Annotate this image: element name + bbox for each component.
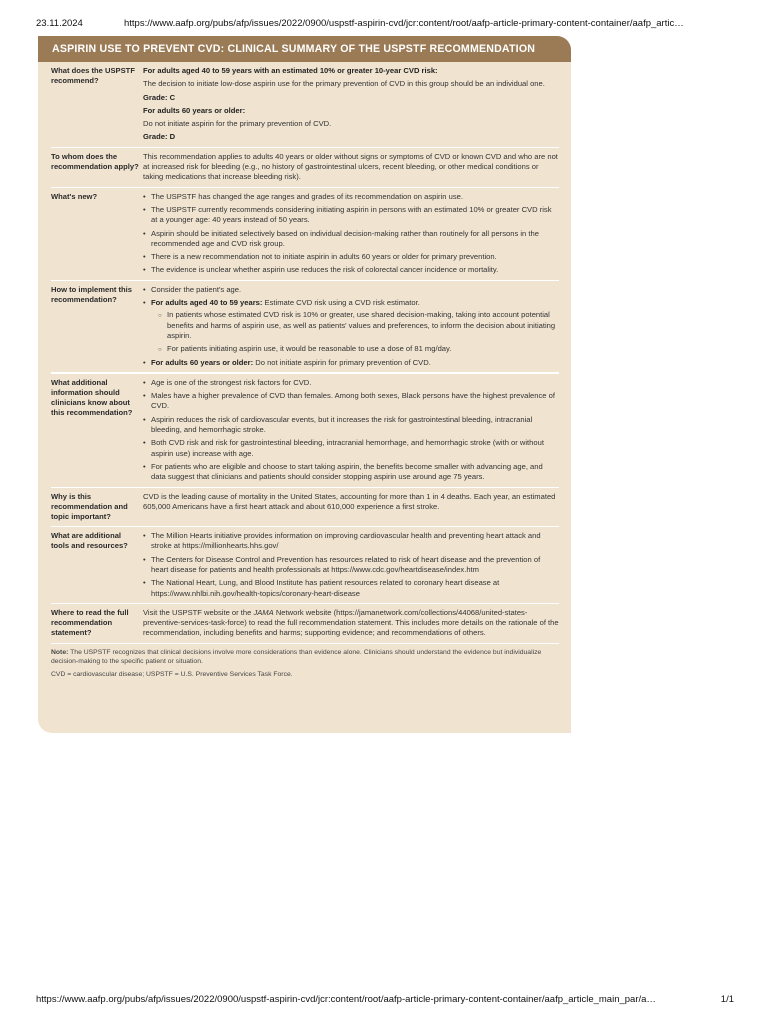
answer-text: The decision to initiate low-dose aspirin use for the primary prevention of CVD in this group should be an individual one.: [143, 79, 545, 89]
list-item: [143, 358, 559, 368]
row-question: Where to read the full recommendation statement?: [51, 607, 129, 638]
answer-text: [143, 608, 559, 639]
sub-list-item: ○ For patients initiating aspirin use, it would be reasonable to use a dose of 81 mg/day.: [151, 344, 559, 354]
row-answer: [143, 152, 559, 183]
list-item: • For patients who are eligible and choose to start taking aspirin, the benefits become smaller with advancing age, and data suggest that clinicians and patients should consider stopping aspirin use around age 75 years.: [143, 462, 559, 483]
row-importance: [51, 488, 559, 528]
sub-list: [151, 310, 559, 354]
row-question: What are additional tools and resources?: [51, 531, 128, 551]
row-answer: [143, 531, 559, 599]
list-item: • Males have a higher prevalence of CVD than females. Among both sexes, Black persons have the highest prevalence of CVD.: [143, 391, 559, 412]
print-date: 23.11.2024: [36, 18, 83, 29]
list-item: • Consider the patient's age.: [143, 285, 559, 295]
list-item-text: Estimate CVD risk using a CVD risk estimator.: [262, 298, 420, 308]
print-footer: [0, 994, 768, 1024]
row-resources: [51, 527, 559, 604]
print-footer-url: https://www.aafp.org/pubs/afp/issues/2022/0900/uspstf-aspirin-cvd/jcr:content/root/aafp-article-primary-content-container/aafp_article_main_par/a…: [36, 994, 656, 1005]
answer-text: This recommendation applies to adults 40 years or older without signs or symptoms of CVD or known CVD and who are not at increased risk for bleeding (e.g., no history of gastrointestinal ulcers, recent bleeding, or other medical conditions or taking medications that increase bleeding risk).: [143, 151, 558, 182]
row-answer: [143, 285, 559, 368]
list-item: • Both CVD risk and risk for gastrointestinal bleeding, intracranial hemorrhage, and hemorrhagic stroke (with or without aspirin use) increase with age.: [143, 438, 559, 459]
list-item: • The evidence is unclear whether aspirin use reduces the risk of colorectal cancer incidence or mortality.: [143, 265, 559, 275]
bullet-list: [143, 531, 559, 599]
list-item: • The USPSTF has changed the age ranges and grades of its recommendation on aspirin use.: [143, 192, 559, 202]
row-question: What additional information should clinicians know about this recommendation?: [51, 377, 133, 418]
row-population: [51, 148, 559, 188]
grade-label: Grade: D: [143, 132, 176, 142]
row-question: What's new?: [51, 191, 98, 201]
row-whats-new: [51, 188, 559, 281]
list-item-text: Do not initiate aspirin for primary prevention of CVD.: [253, 357, 431, 367]
answer-text-part: Visit the USPSTF website or the: [143, 607, 254, 617]
list-item: • There is a new recommendation not to initiate aspirin in adults 60 years or older for primary prevention.: [143, 252, 559, 262]
print-header: [0, 0, 768, 30]
panel-notes: [38, 644, 571, 679]
row-question: What does the USPSTF recommend?: [51, 66, 135, 86]
row-question: To whom does the recommendation apply?: [51, 151, 139, 171]
row-full-statement: [51, 604, 559, 644]
abbreviations: CVD = cardiovascular disease; USPSTF = U.S. Preventive Services Task Force.: [51, 670, 293, 678]
list-item: • The Million Hearts initiative provides information on improving cardiovascular health and preventing heart attack and stroke at https://millionhearts.hhs.gov/: [143, 531, 559, 552]
answer-text: Do not initiate aspirin for the primary prevention of CVD.: [143, 119, 332, 129]
print-url: https://www.aafp.org/pubs/afp/issues/2022/0900/uspstf-aspirin-cvd/jcr:content/root/aafp-article-primary-content-container/aafp_artic…: [124, 18, 684, 29]
row-answer: [143, 66, 559, 143]
answer-text-part: Network website (https://jamanetwork.com/collections/44068/united-states-preventive-services-task-force) to read the full recommendation statement. This includes more details on the rationale of the recommendation, including benefits and harms; supporting evidence; and recommendations of others.: [143, 607, 559, 638]
note: [51, 648, 559, 666]
list-item: • Age is one of the strongest risk factors for CVD.: [143, 378, 559, 388]
list-item: • The USPSTF currently recommends considering initiating aspirin in persons with an estimated 10% or greater CVD risk at a younger age: 40 years instead of 50 years.: [143, 205, 559, 226]
row-answer: [143, 492, 559, 523]
list-item-lead: For adults aged 40 to 59 years:: [151, 298, 263, 308]
bullet-list: [143, 378, 559, 483]
row-question: Why is this recommendation and topic important?: [51, 491, 128, 521]
answer-heading: For adults 60 years or older:: [143, 105, 246, 115]
list-item-lead: For adults 60 years or older:: [151, 357, 254, 367]
row-implementation: [51, 281, 559, 374]
answer-text: CVD is the leading cause of mortality in the United States, accounting for more than 1 in 4 deaths. Each year, an estimated 605,000 Americans have a first heart attack and about 610,000 experience a first stroke.: [143, 491, 556, 511]
list-item: • The National Heart, Lung, and Blood Institute has patient resources related to coronary heart disease at https://www.nhlbi.nih.gov/health-topics/coronary-heart-disease: [143, 578, 559, 599]
note-label: Note:: [51, 648, 69, 656]
journal-name: JAMA: [253, 607, 274, 617]
list-item: [143, 298, 559, 354]
row-recommendation: [51, 62, 559, 148]
sub-list-item: ○ In patients whose estimated CVD risk is 10% or greater, use shared decision-making, taking into account potential benefits and harms of aspirin use, as well as patients' values and preferences, to inform the decision about initiating aspirin.: [151, 310, 559, 341]
row-answer: [143, 608, 559, 639]
list-item: • Aspirin should be initiated selectively based on individual decision-making rather than routinely for all persons in the recommended age and CVD risk group.: [143, 229, 559, 250]
panel-title: ASPIRIN USE TO PREVENT CVD: CLINICAL SUMMARY OF THE USPSTF RECOMMENDATION: [38, 36, 571, 62]
row-answer: [143, 378, 559, 483]
note-text: The USPSTF recognizes that clinical decisions involve more considerations than evidence alone. Clinicians should understand the evidence but individualize decision-making to the specific patient or situation.: [51, 648, 542, 665]
bullet-list: [143, 285, 559, 368]
row-question: How to implement this recommendation?: [51, 284, 133, 304]
row-additional-info: [51, 374, 559, 488]
list-item: • Aspirin reduces the risk of cardiovascular events, but it increases the risk for gastrointestinal bleeding, intracranial bleeding, and hemorrhagic stroke.: [143, 415, 559, 436]
bullet-list: [143, 192, 559, 276]
summary-table: [38, 62, 571, 644]
row-answer: [143, 192, 559, 276]
answer-heading: For adults aged 40 to 59 years with an estimated 10% or greater 10-year CVD risk:: [143, 66, 438, 75]
list-item: • The Centers for Disease Control and Prevention has resources related to risk of heart disease and the prevention of heart disease for patients and health professionals at https://www.cdc.gov/heartdisease/index.htm: [143, 555, 559, 576]
grade-label: Grade: C: [143, 92, 176, 102]
page-count: 1/1: [720, 994, 734, 1005]
clinical-summary-panel: [38, 36, 571, 733]
